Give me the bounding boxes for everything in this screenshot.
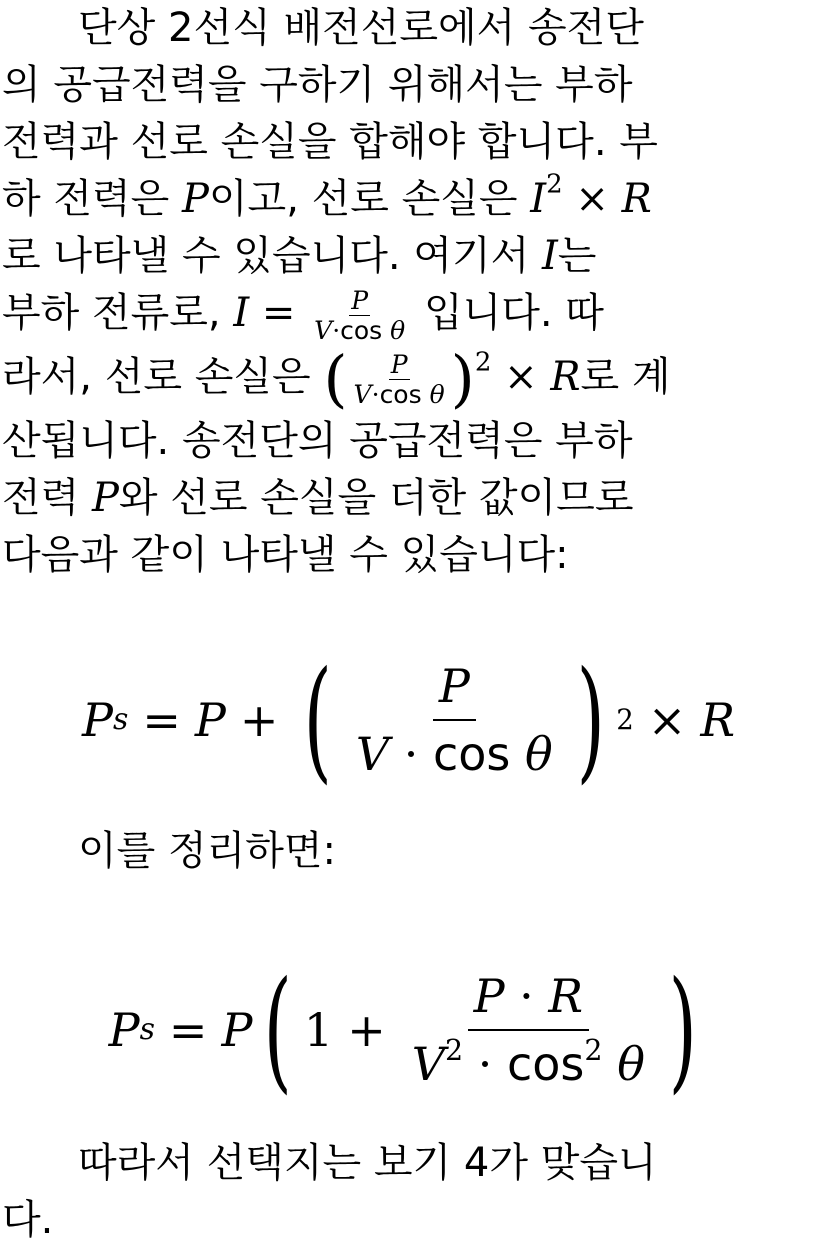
text-line: 로 나타낼 수 있습니다. 여기서 I는 [2,233,597,279]
text-line: 다. [2,1197,54,1243]
display-fraction: $\frac{P}{\text{V · cos θ}}$ [355,659,553,781]
display-equation-1: P s = P + ( $\frac{P}{\text{V · cos θ}}$ ) 2 × R [82,643,735,797]
text-line: 산됩니다. 송전단의 공급전력은 부하 [2,418,633,464]
display-equation-2: P s = P ( 1 + $\frac{P \cdot R}{V^2 \cdot \cos^2 \theta}$ ) [108,953,697,1107]
var-p: P [182,176,209,222]
text-line: 부하 전류로, I = $\frac{P}{\text{V·cos θ}}$ 입니다. 따 [2,285,604,345]
text-line: 하 전력은 P이고, 선로 손실은 $I^2 \times R$ [2,169,652,222]
text-line: 라서, 선로 손실은 ( $\frac{P}{\text{V·cos θ}}$ )$^2$ × R로 계 [2,342,671,415]
text-line: 전력 P와 선로 손실을 더한 값이므로 [2,475,634,521]
text-line: 따라서 선택지는 보기 4가 맞습니 [78,1140,657,1186]
explanation-paragraph [2,0,815,584]
text-line: 의 공급전력을 구하기 위해서는 부하 [2,62,633,108]
transition-paragraph [2,823,815,880]
var-i: I [530,176,547,222]
display-fraction: $\frac{P \cdot R}{V^2 \cdot \cos^2 \theta}$ [411,969,645,1091]
inline-fraction: $\frac{P}{\text{V·cos θ}}$ [353,349,445,409]
conclusion-paragraph [2,1135,815,1249]
text-line: 다음과 같이 나타낼 수 있습니다: [2,532,569,578]
text-line: 전력과 선로 손실을 합해야 합니다. 부 [2,119,658,165]
text-line: 단상 2선식 배전선로에서 송전단 [78,5,644,51]
text-line: 이를 정리하면: [78,828,337,874]
inline-fraction: $\frac{P}{\text{V·cos θ}}$ [314,285,406,345]
